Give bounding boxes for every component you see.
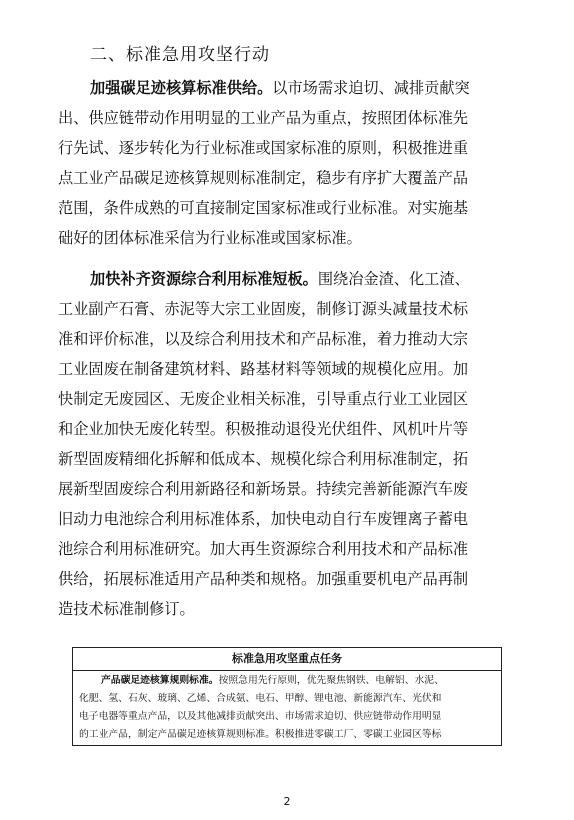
paragraph-line: 点工业产品碳足迹核算规则标准制定，稳步有序扩大覆盖产品 — [58, 169, 469, 187]
box-text-line: 的工业产品，制定产品碳足迹核算规则标准。积极推进零碳工厂、零碳工业园区等标 — [79, 729, 442, 740]
paragraph-line: 工业副产石膏、赤泥等大宗工业固废，制修订源头减量技术标 — [58, 300, 469, 318]
box-text-line: 化肥、氢、石灰、玻璃、乙烯、合成氨、电石、甲醇、锂电池、新能源汽车、光伏和 — [79, 693, 442, 704]
paragraph-lead: 加快补齐资源综合利用标准短板。 — [90, 270, 318, 288]
box-title: 标准急用攻坚重点任务 — [73, 648, 501, 671]
key-tasks-box — [72, 647, 502, 746]
paragraph-line: 础好的团体标准采信为行业标准或国家标准。 — [58, 229, 362, 247]
paragraph-line: 范围，条件成熟的可直接制定国家标准或行业标准。对实施基 — [58, 199, 469, 217]
paragraph-line: 行先试、逐步转化为行业标准或国家标准的原则，积极推进重 — [58, 139, 469, 157]
box-text-line — [101, 672, 497, 689]
paragraph-line: 池综合利用标准研究。加大再生资源综合利用技术和产品标准 — [58, 540, 469, 558]
paragraph-lead: 加强碳足迹核算标准供给。 — [90, 79, 273, 97]
box-lead: 产品碳足迹核算规则标准。 — [101, 675, 219, 686]
paragraph-line: 造技术标准制修订。 — [58, 600, 195, 618]
paragraph-line — [90, 264, 518, 294]
section-heading: 二、标准急用攻坚行动 — [90, 45, 270, 65]
paragraph-line: 供给，拓展标准适用产品种类和规格。加强重要机电产品再制 — [58, 570, 469, 588]
paragraph-line: 准和评价标准，以及综合利用技术和产品标准，着力推动大宗 — [58, 330, 469, 348]
paragraph-text: 以市场需求迫切、减排贡献突 — [272, 79, 470, 97]
paragraph-line: 和企业加快无废化转型。积极推动退役光伏组件、风机叶片等 — [58, 420, 469, 438]
box-text-line: 电子电器等重点产品，以及其他减排贡献突出、市场需求迫切、供应链带动作用明显 — [79, 711, 442, 722]
paragraph-line: 出、供应链带动作用明显的工业产品为重点，按照团体标准先 — [58, 109, 469, 127]
paragraph-line: 旧动力电池综合利用标准体系，加快电动自行车废锂离子蓄电 — [58, 510, 469, 528]
box-text: 按照急用先行原则，优先聚焦钢铁、电解铝、水泥、 — [218, 675, 444, 686]
page-number: 2 — [283, 795, 291, 808]
paragraph-line: 工业固废在制备建筑材料、路基材料等领域的规模化应用。加 — [58, 360, 469, 378]
paragraph-line — [90, 73, 518, 103]
paragraph-line: 新型固废精细化拆解和低成本、规模化综合利用标准制定，拓 — [58, 450, 469, 468]
paragraph-text: 围绕冶金渣、化工渣、 — [317, 270, 470, 288]
paragraph-line: 快制定无废园区、无废企业相关标准，引导重点行业工业园区 — [58, 390, 469, 408]
paragraph-line: 展新型固废综合利用新路径和新场景。持续完善新能源汽车废 — [58, 480, 469, 498]
